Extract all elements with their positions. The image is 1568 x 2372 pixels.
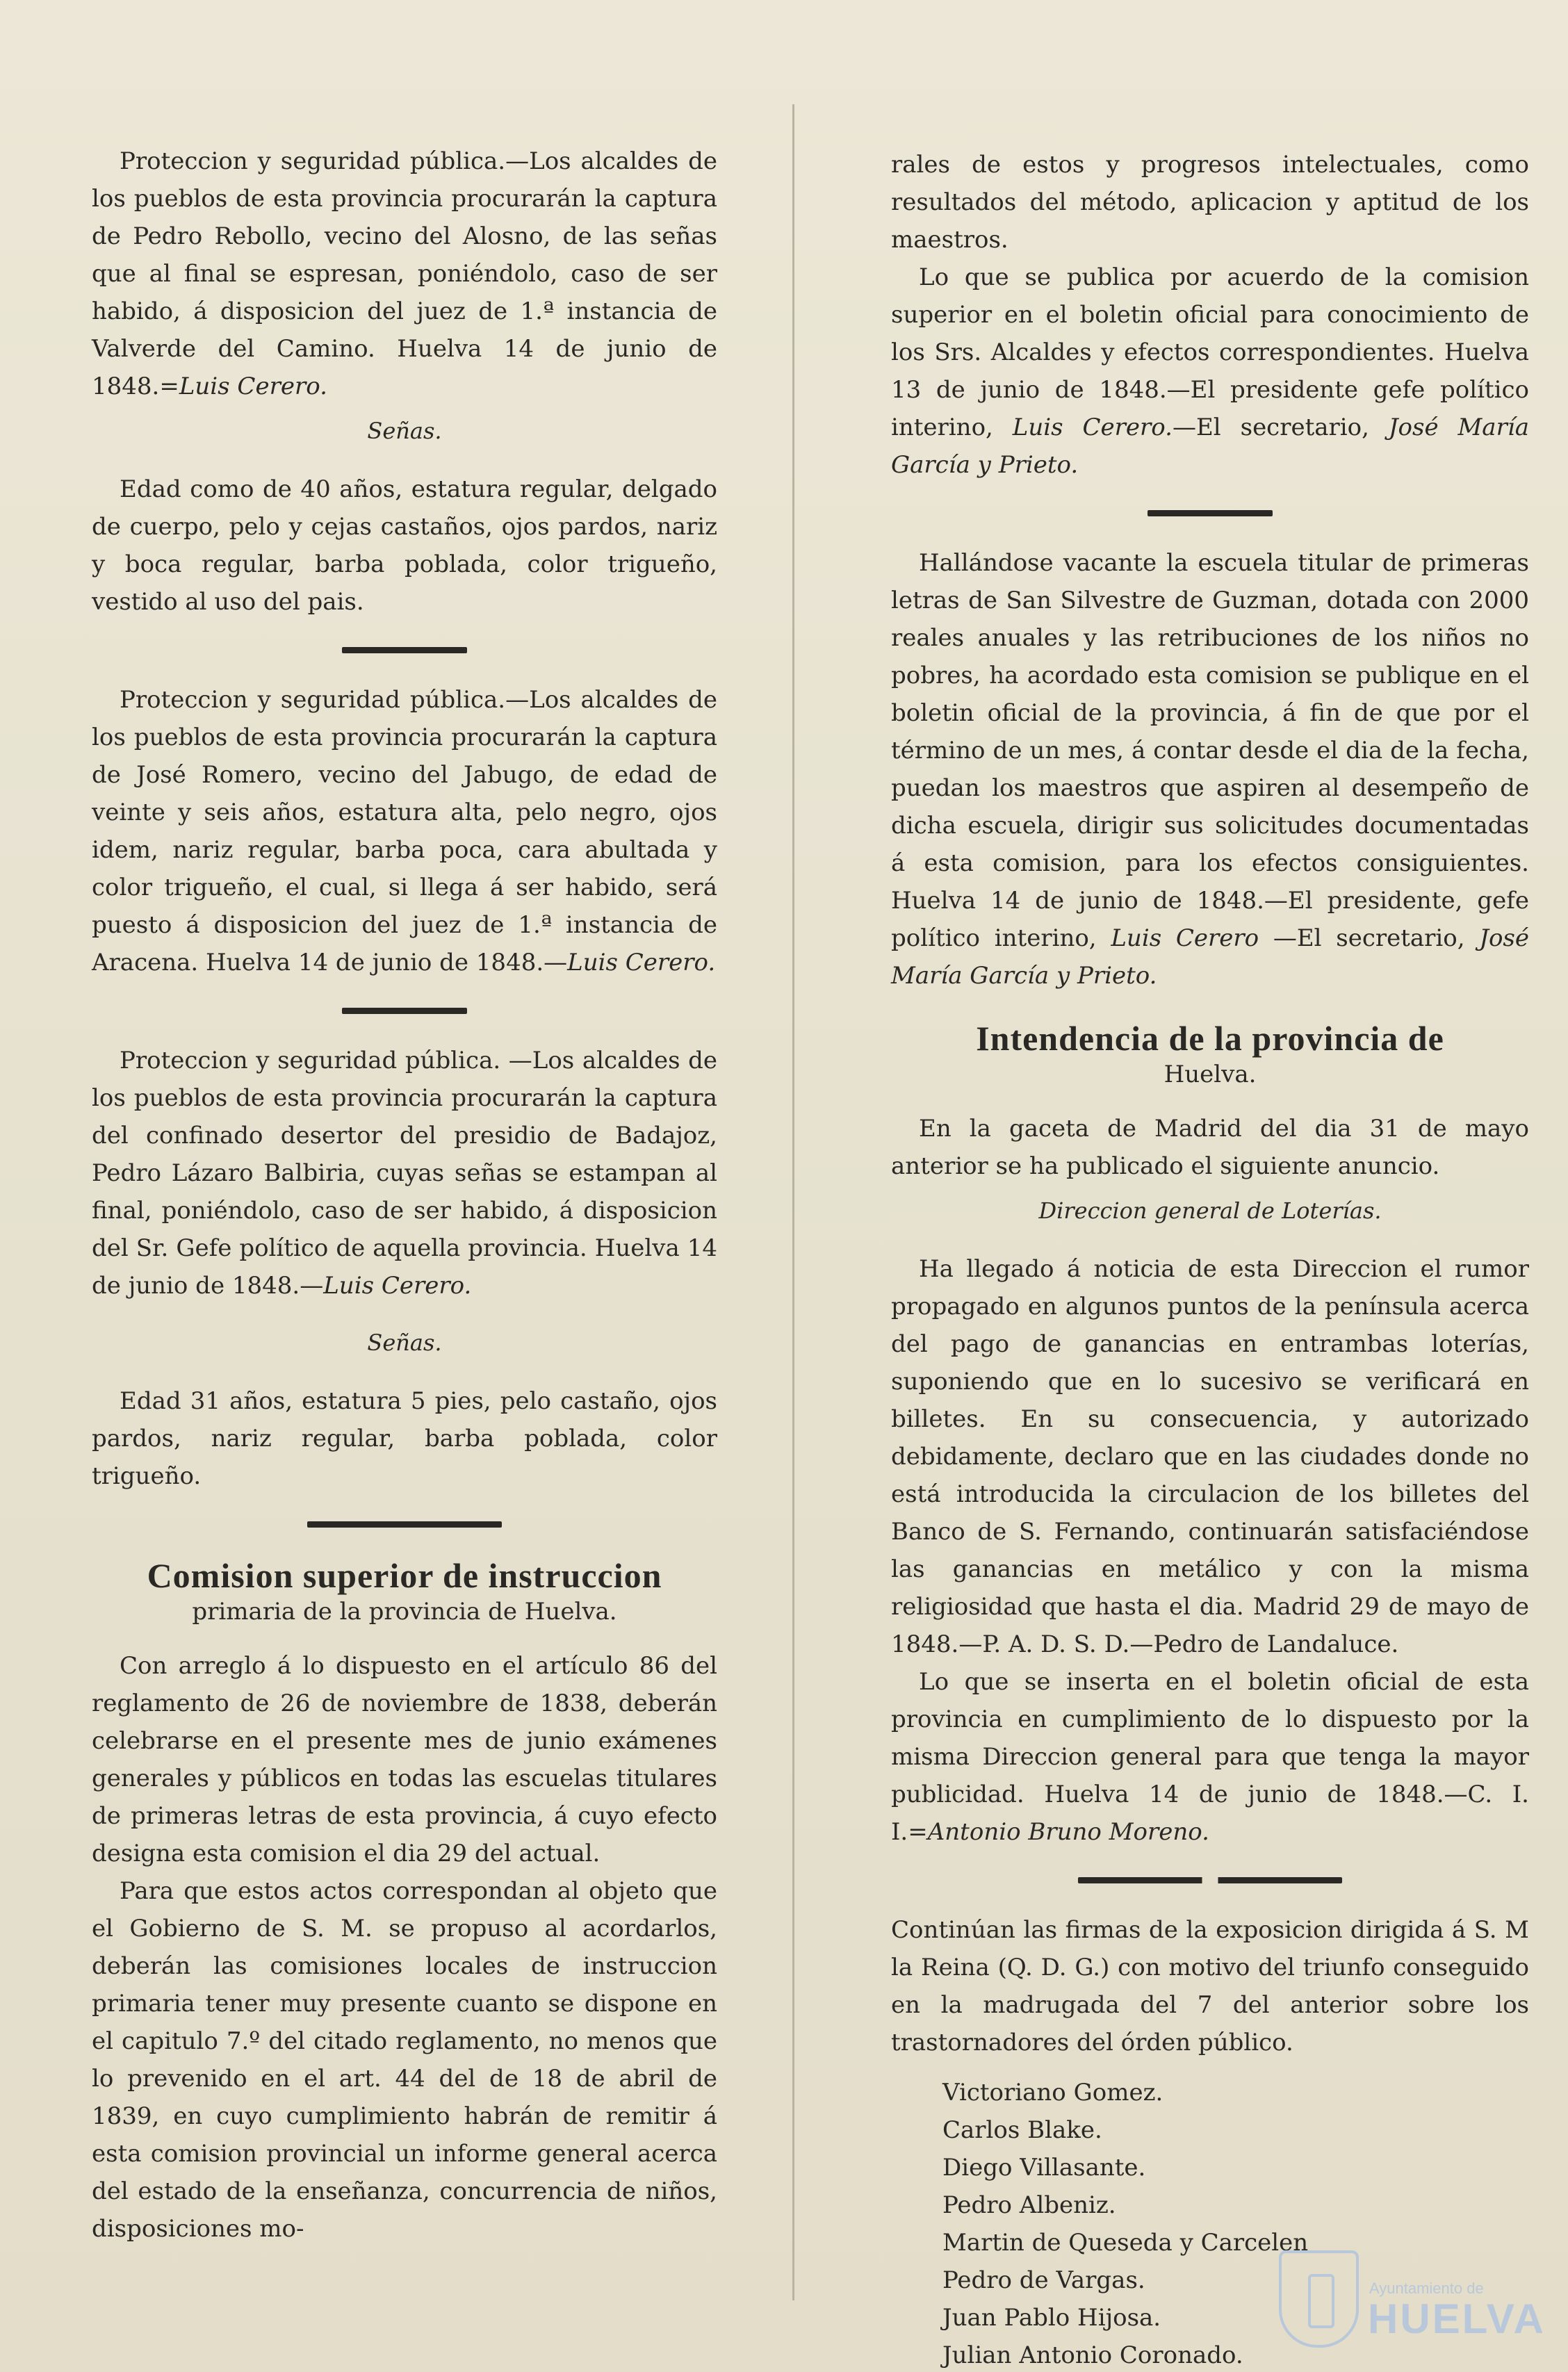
section-title-loterias: Direccion general de Loterías. bbox=[1038, 1197, 1382, 1224]
right-column bbox=[891, 146, 1529, 2372]
signatory-name: Pedro Albeniz. bbox=[942, 2191, 1116, 2219]
ayuntamiento-watermark bbox=[1279, 2250, 1546, 2355]
coat-of-arms-icon bbox=[1279, 2250, 1359, 2348]
signature: José María García y Prieto. bbox=[891, 414, 1529, 479]
signature: Luis Cerero. bbox=[567, 949, 716, 976]
signature: José María García y Prieto. bbox=[891, 924, 1529, 990]
signatory-name: Martin de Queseda y Carcelen bbox=[942, 2229, 1309, 2257]
notice-text: Lo que se inserta en el boletin oficial de esta provincia en cumplimiento de lo dispuesto por la misma Direccion general para que tenga la mayor publicidad. Huelva 14 de junio de 1848.—C. I. I.= bbox=[891, 1668, 1529, 1846]
notice-jose-romero bbox=[92, 681, 717, 981]
paragraph-examenes: Con arreglo á lo dispuesto en el artículo 86 del reglamento de 26 de noviembre de 1838, deberán celebrarse en el presente mes de junio exámenes generales y públicos en todas las escuelas titulares de primeras letras de esta provincia, á cuyo efecto designa esta comision el dia 29 del actual. bbox=[92, 1652, 717, 1867]
paragraph-escuela-vacante bbox=[891, 544, 1529, 995]
notice-text: Hallándose vacante la escuela titular de primeras letras de San Silvestre de Guzman, dotada con 2000 reales anuales y las retribuciones de los niños no pobres, ha acordado esta comision se publique en el boletin oficial de la provincia, á fin de que por el término de un mes, á contar desde el dia de la fecha, puedan los maestros que aspiren al desempeño de dicha escuela, dirigir sus solicitudes documentadas á esta comision, para los efectos consiguientes. Huelva 14 de junio de 1848.—El presidente, gefe político interino, bbox=[891, 549, 1529, 952]
signature: Luis Cerero. bbox=[323, 1272, 472, 1300]
notice-pedro-rebollo bbox=[92, 142, 717, 405]
description-pedro-rebollo: Edad como de 40 años, estatura regular, delgado de cuerpo, pelo y cejas castaños, ojos pardos, nariz y boca regular, barba poblada, color trigueño, vestido al uso del pais. bbox=[92, 475, 717, 616]
signature: Antonio Bruno Moreno. bbox=[927, 1818, 1209, 1846]
separator-rule bbox=[342, 1008, 467, 1014]
signatory-name: Pedro de Vargas. bbox=[942, 2266, 1145, 2294]
signatory-name: Juan Pablo Hijosa. bbox=[942, 2304, 1161, 2332]
notice-text: Proteccion y seguridad pública.—Los alcaldes de los pueblos de esta provincia procurarán la captura de Pedro Rebollo, vecino del Alosno, de las señas que al final se espresan, poniéndolo, caso de ser habido, á disposicion del juez de 1.ª instancia de Valverde del Camino. Huelva 14 de junio de 1848.= bbox=[92, 147, 717, 400]
column-divider bbox=[792, 104, 794, 2300]
signature: Luis Cerero. bbox=[179, 373, 327, 400]
notice-text: —El secretario, bbox=[1172, 414, 1389, 441]
separator-rule bbox=[1148, 510, 1273, 516]
paragraph-continuation: rales de estos y progresos intelectuales, como resultados del método, aplicacion y aptitud de los maestros. bbox=[891, 151, 1529, 254]
signs-heading: Señas. bbox=[367, 418, 442, 444]
paragraph-gaceta: En la gaceta de Madrid del dia 31 de mayo anterior se ha publicado el siguiente anuncio. bbox=[891, 1115, 1529, 1180]
description-pedro-lazaro: Edad 31 años, estatura 5 pies, pelo castaño, ojos pardos, nariz regular, barba poblada, color trigueño. bbox=[92, 1387, 717, 1490]
signature: Luis Cerero bbox=[1111, 924, 1259, 952]
separator-rule bbox=[307, 1521, 502, 1528]
paragraph-loterias: Ha llegado á noticia de esta Direccion el rumor propagado en algunos puntos de la península acerca del pago de ganancias en entrambas loterías, suponiendo que en lo sucesivo se verificará en billetes. En su consecuencia, y autorizado debidamente, declaro que en las ciudades donde no está introducida la circulacion de los billetes del Banco de S. Fernando, continuarán satisfaciéndose las ganancias en metálico y con la misma religiosidad que hasta el dia. Madrid 29 de mayo de 1848.—P. A. D. S. D.—Pedro de Landaluce. bbox=[891, 1255, 1529, 1658]
paragraph-inserta bbox=[891, 1663, 1529, 1851]
left-column bbox=[92, 142, 717, 2248]
paragraph-firmas: Continúan las firmas de la exposicion dirigida á S. M la Reina (Q. D. G.) con motivo del triunfo conseguido en la madrugada del 7 del anterior sobre los trastornadores del órden público. bbox=[891, 1916, 1529, 2056]
signature: Luis Cerero. bbox=[1012, 414, 1173, 441]
notice-text: Proteccion y seguridad pública.—Los alcaldes de los pueblos de esta provincia procurarán la captura de José Romero, vecino del Jabugo, de edad de veinte y seis años, estatura alta, pelo negro, ojos idem, nariz regular, barba poca, cara abultada y color trigueño, el cual, si llega á ser habido, será puesto á disposicion del juez de 1.ª instancia de Aracena. Huelva 14 de junio de 1848.— bbox=[92, 686, 717, 976]
paragraph-publication bbox=[891, 259, 1529, 484]
watermark-small-text: Ayuntamiento de bbox=[1369, 2280, 1484, 2297]
paragraph-comisiones: Para que estos actos correspondan al objeto que el Gobierno de S. M. se propuso al acordarlos, deberán las comisiones locales de instruccion primaria tener muy presente cuanto se dispone en el capitulo 7.º del citado reglamento, no menos que lo prevenido en el art. 44 del de 18 de abril de 1839, en cuyo cumplimiento habrán de remitir á esta comision provincial un informe general acerca del estado de la enseñanza, concurrencia de niños, disposiciones mo- bbox=[92, 1877, 717, 2243]
separator-rule bbox=[1078, 1877, 1342, 1883]
notice-pedro-lazaro bbox=[92, 1042, 717, 1304]
section-subheading: primaria de la provincia de Huelva. bbox=[192, 1598, 617, 1626]
section-heading-intendencia: Intendencia de la provincia de bbox=[976, 1019, 1444, 1058]
signatory-name: Carlos Blake. bbox=[942, 2116, 1102, 2144]
notice-text: Lo que se publica por acuerdo de la comision superior en el boletin oficial para conocimiento de los Srs. Alcaldes y efectos correspondientes. Huelva 13 de junio de 1848.—El presidente gefe político interino, bbox=[891, 263, 1529, 441]
section-heading-comision: Comision superior de instruccion bbox=[147, 1556, 662, 1595]
notice-text: —El secretario, bbox=[1259, 924, 1480, 952]
signatory-name: Julian Antonio Coronado. bbox=[942, 2341, 1243, 2369]
section-subheading: Huelva. bbox=[1163, 1061, 1257, 1088]
signatory-name: Diego Villasante. bbox=[942, 2154, 1146, 2182]
notice-text: Proteccion y seguridad pública. —Los alcaldes de los pueblos de esta provincia procurarán la captura del confinado desertor del presidio de Badajoz, Pedro Lázaro Balbiria, cuyas señas se estampan al final, poniéndolo, caso de ser habido, á disposicion del Sr. Gefe político de aquella provincia. Huelva 14 de junio de 1848.— bbox=[92, 1047, 717, 1300]
signatory-name: Victoriano Gomez. bbox=[942, 2079, 1163, 2107]
watermark-big-text: HUELVA bbox=[1368, 2296, 1546, 2342]
separator-rule bbox=[342, 647, 467, 653]
signs-heading: Señas. bbox=[367, 1330, 442, 1356]
